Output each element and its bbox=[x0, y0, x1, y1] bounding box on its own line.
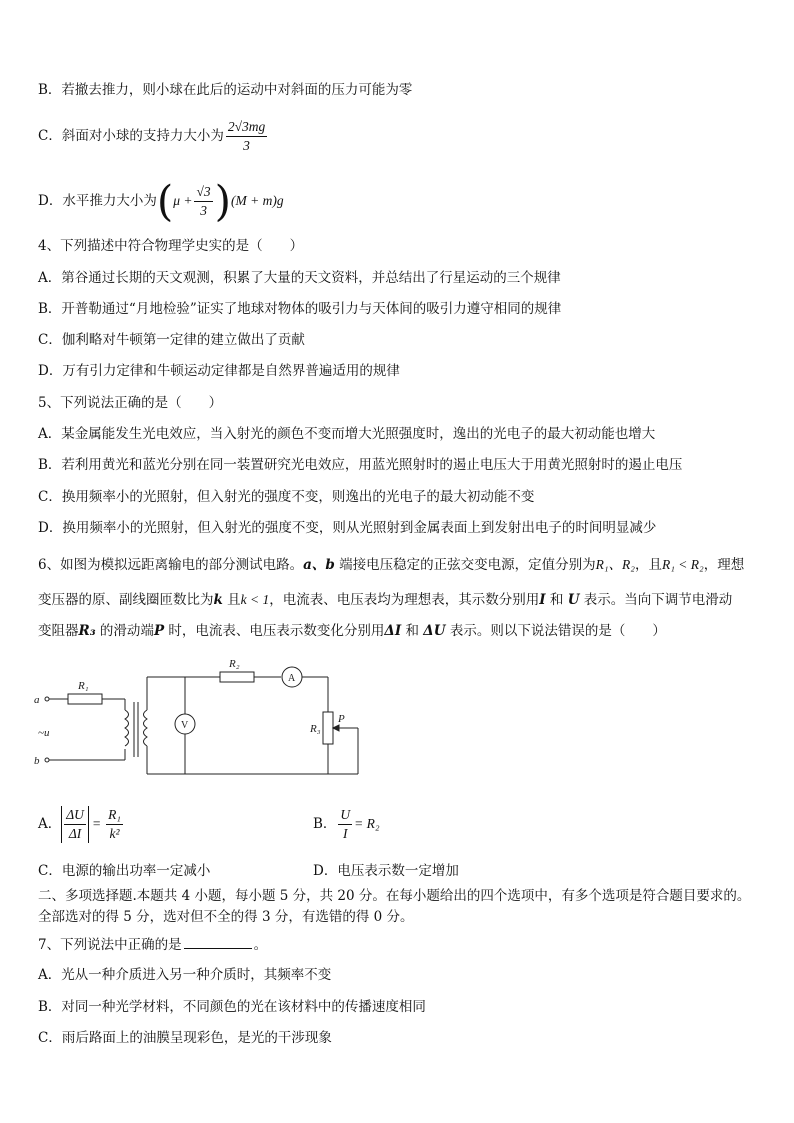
label-p: P bbox=[338, 713, 345, 725]
label-r2: R₂ bbox=[229, 658, 240, 670]
section2-instructions: 全部选对的得 5 分，选对但不全的得 3 分，有选错的得 0 分。 bbox=[38, 909, 414, 925]
slider-arrow-icon bbox=[333, 725, 339, 731]
right-paren-icon: ) bbox=[214, 176, 232, 226]
q3-option-d-suffix: (M + m)g bbox=[231, 193, 284, 208]
q4-option-c: C．伽利略对牛顿第一定律的建立做出了贡献 bbox=[38, 332, 305, 348]
label-b: b bbox=[34, 755, 40, 767]
q6-stem-line3: 变阻器R₃ 的滑动端P 时，电流表、电压表示数变化分别用ΔI 和 ΔU 表示。则以下说法错误的是（ ） bbox=[38, 623, 666, 639]
label-r1: R₁ bbox=[78, 680, 89, 692]
secondary-coil bbox=[144, 710, 148, 746]
q6-option-a-abs: $\frac{\Delta U}{\Delta I}$ bbox=[61, 806, 89, 843]
q6-stem-line1: 6、如图为模拟远距离输电的部分测试电路。a、b 端接电压稳定的正弦交变电源，定值分别为R₁、R₂，且R₁ < R₂，理想 bbox=[38, 557, 745, 573]
q7-stem: 7、下列说法中正确的是 。 bbox=[38, 934, 267, 955]
resistor-r1 bbox=[68, 694, 102, 704]
q5-option-b: B．若利用黄光和蓝光分别在同一装置研究光电效应，用蓝光照射时的遏止电压大于用黄光照射时的遏止电压 bbox=[38, 457, 683, 473]
label-u: ~u bbox=[38, 727, 50, 739]
q3-option-d bbox=[38, 176, 284, 226]
q3-option-d-mu: μ + bbox=[173, 193, 193, 208]
left-paren-icon: ( bbox=[156, 176, 174, 226]
q7-option-a: A．光从一种介质进入另一种介质时，其频率不变 bbox=[38, 967, 332, 983]
primary-coil bbox=[125, 710, 129, 746]
q5-option-a: A．某金属能发生光电效应，当入射光的颜色不变而增大光照强度时，逸出的光电子的最大初动能也增大 bbox=[38, 426, 656, 442]
q4-option-b: B．开普勒通过“月地检验”证实了地球对物体的吸引力与天体间的吸引力遵守相同的规律 bbox=[38, 301, 562, 317]
rheostat-r3 bbox=[323, 712, 333, 744]
q4-option-d: D．万有引力定律和牛顿运动定律都是自然界普遍适用的规律 bbox=[38, 363, 400, 379]
section2-heading: 二、多项选择题.本题共 4 小题，每小题 5 分，共 20 分。在每小题给出的四个选项中，有多个选项是符合题目要求的。 bbox=[38, 888, 751, 904]
q6-option-a: A． $\frac{\Delta U}{\Delta I}$ = $\frac{\text{R₁}}{\text{k²}}$ bbox=[38, 807, 122, 841]
q6-stem-line2: 变压器的原、副线圈匝数比为k 且k < 1，电流表、电压表均为理想表，其示数分别用I 和 U 表示。当向下调节电滑动 bbox=[38, 592, 733, 608]
resistor-r2 bbox=[220, 672, 254, 682]
q7-option-b: B．对同一种光学材料，不同颜色的光在该材料中的传播速度相同 bbox=[38, 999, 426, 1015]
circuit-diagram bbox=[30, 652, 380, 782]
q5-option-c: C．换用频率小的光照射，但入射光的强度不变，则逸出的光电子的最大初动能不变 bbox=[38, 489, 535, 505]
q6-option-b: B． $\frac{U}{I}$ = R₂ bbox=[313, 807, 380, 841]
q3-option-b: B．若撤去推力，则小球在此后的运动中对斜面的压力可能为零 bbox=[38, 82, 413, 98]
q3-option-c-text: C．斜面对小球的支持力大小为 bbox=[38, 128, 224, 144]
q6-option-c: C．电源的输出功率一定减小 bbox=[38, 863, 211, 879]
q3-option-c bbox=[38, 118, 269, 155]
terminal-b bbox=[45, 758, 49, 762]
label-a: a bbox=[34, 694, 40, 706]
q6-option-d: D．电压表示数一定增加 bbox=[313, 863, 459, 879]
label-r3: R₃ bbox=[310, 723, 321, 735]
q5-option-d: D．换用频率小的光照射，但入射光的强度不变，则从光照射到金属表面上到发射出电子的时间明显减少 bbox=[38, 520, 657, 536]
q3-option-d-fraction: $\frac{√3}{3}$ bbox=[196, 184, 211, 218]
q4-option-a: A．第谷通过长期的天文观测，积累了大量的天文资料，并总结出了行星运动的三个规律 bbox=[38, 270, 561, 286]
q3-option-d-text: D．水平推力大小为 bbox=[38, 193, 157, 209]
label-ammeter: A bbox=[288, 673, 296, 684]
q3-option-c-fraction: $\frac{2√3mg}{3}$ bbox=[227, 119, 266, 153]
q4-stem: 4、下列描述中符合物理学史实的是（ ） bbox=[38, 238, 304, 254]
q7-answer-blank bbox=[184, 934, 252, 949]
label-voltmeter: V bbox=[181, 720, 189, 731]
q5-stem: 5、下列说法正确的是（ ） bbox=[38, 395, 223, 411]
q7-option-c: C．雨后路面上的油膜呈现彩色，是光的干涉现象 bbox=[38, 1030, 332, 1046]
terminal-a bbox=[45, 697, 49, 701]
